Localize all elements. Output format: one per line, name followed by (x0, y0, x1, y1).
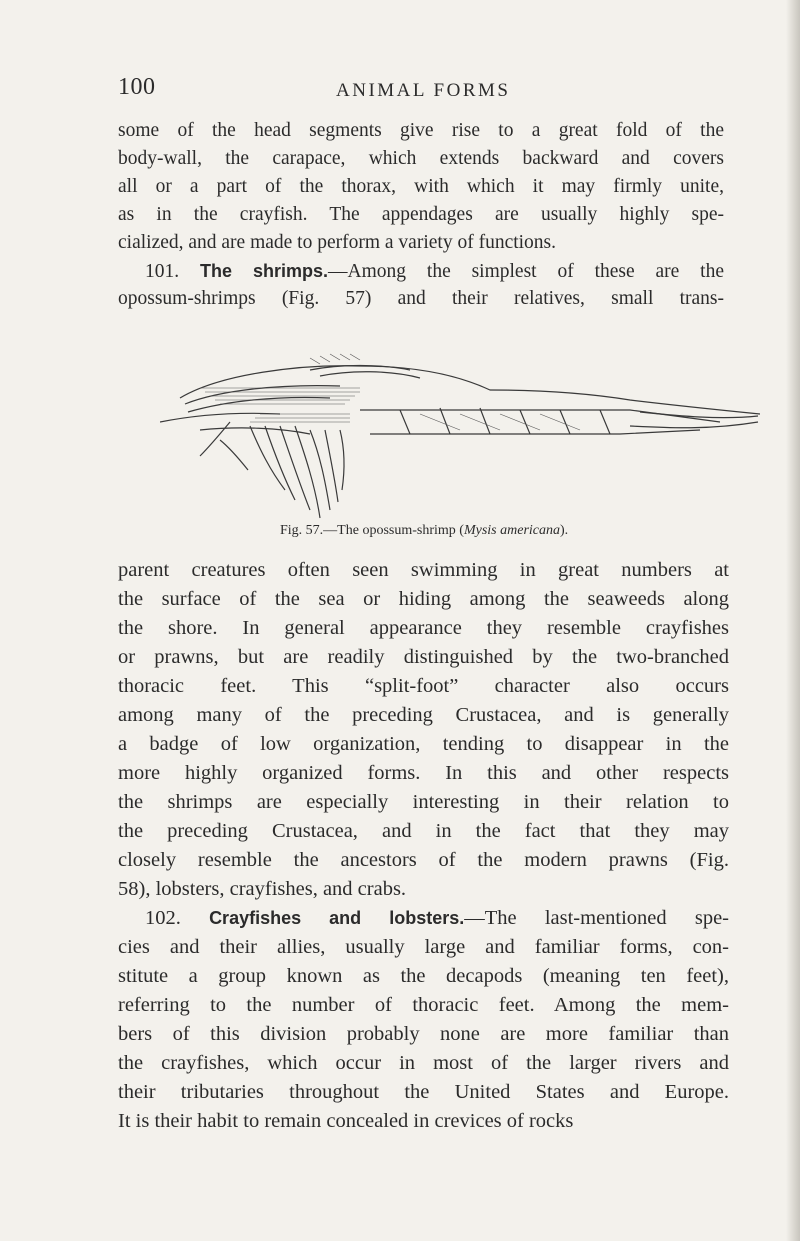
section-heading-line (145, 906, 729, 930)
caption-suffix: ). (560, 523, 569, 538)
text-line: stitute a group known as the decapods (meaning ten feet), (118, 965, 729, 987)
text-line: some of the head segments give rise to a great fold of the (118, 120, 724, 141)
section-number: 101. (145, 261, 180, 282)
text-line: referring to the number of thoracic feet. Among the mem- (118, 994, 729, 1016)
text-line: parent creatures often seen swimming in great numbers at (118, 559, 729, 581)
page-number: 100 (118, 74, 156, 100)
text-line: all or a part of the thorax, with which it may firmly unite, (118, 176, 724, 197)
text-line: or prawns, but are readily distinguished by the two-branched (118, 646, 729, 668)
caption-prefix: Fig. 57.—The opossum-shrimp ( (280, 523, 464, 538)
text-line: the shrimps are especially interesting in their relation to (118, 791, 729, 813)
text-line: thoracic feet. This “split-foot” character also occurs (118, 675, 729, 697)
section-heading-line (145, 259, 724, 284)
text-line: the crayfishes, which occur in most of the larger rivers and (118, 1052, 729, 1074)
section-heading-rest: —Among the simplest of these are the (328, 261, 725, 282)
text-line: It is their habit to remain concealed in crevices of rocks (118, 1110, 574, 1132)
text-line: among many of the preceding Crustacea, and is generally (118, 704, 729, 726)
text-line: bers of this division probably none are more familiar than (118, 1023, 729, 1045)
text-line: closely resemble the ancestors of the modern prawns (Fig. (118, 849, 729, 871)
text-line: the preceding Crustacea, and in the fact that they may (118, 820, 729, 842)
running-head: ANIMAL FORMS (336, 80, 511, 101)
text-line: cialized, and are made to perform a variety of functions. (118, 232, 557, 253)
text-line: cies and their allies, usually large and familiar forms, con- (118, 936, 729, 958)
section-number: 102. (145, 907, 181, 929)
text-line: body-wall, the carapace, which extends backward and covers (118, 148, 724, 169)
caption-italic: Mysis americana (463, 523, 560, 538)
opossum-shrimp-illustration (160, 330, 760, 520)
text-line: a badge of low organization, tending to disappear in the (118, 733, 729, 755)
text-line: 58), lobsters, crayfishes, and crabs. (118, 878, 407, 900)
text-line: the surface of the sea or hiding among the seaweeds along (118, 588, 729, 610)
text-line: opossum-shrimps (Fig. 57) and their relatives, small trans- (118, 288, 724, 309)
text-line: as in the crayfish. The appendages are usually highly spe- (118, 204, 724, 225)
section-heading: Crayfishes and lobsters. (209, 908, 465, 928)
text-line: their tributaries throughout the United States and Europe. (118, 1081, 729, 1103)
figure-caption (280, 523, 568, 539)
text-line: the shore. In general appearance they resemble crayfishes (118, 617, 729, 639)
text-line: more highly organized forms. In this and other respects (118, 762, 729, 784)
section-heading-rest: —The last-mentioned spe- (464, 907, 729, 929)
section-heading: The shrimps. (200, 261, 329, 281)
page-edge-shadow (786, 0, 800, 1241)
